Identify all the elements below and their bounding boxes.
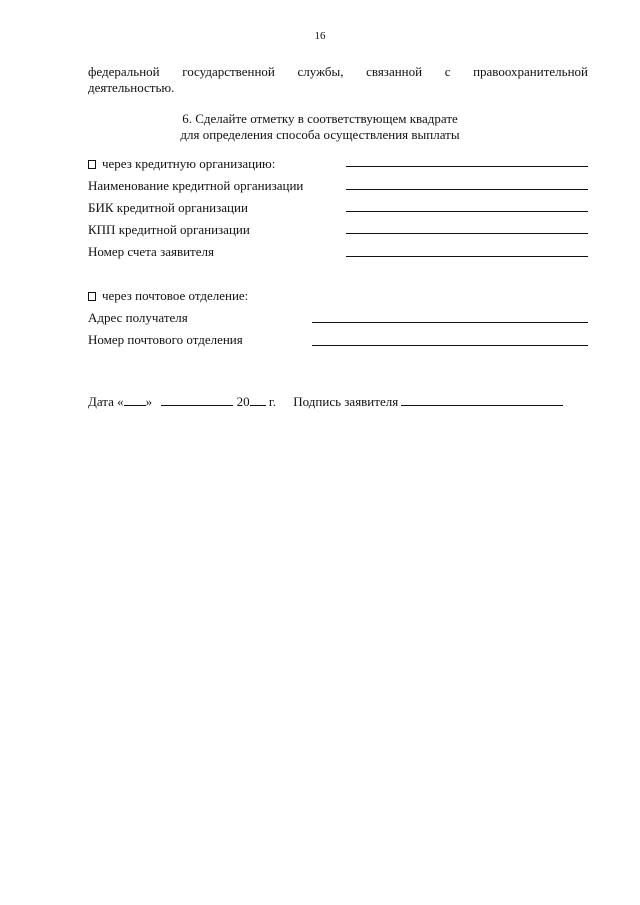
account-number-label: Номер счета заявителя: [88, 244, 214, 259]
date-month-field[interactable]: [161, 394, 233, 406]
signature-label: Подпись заявителя: [293, 394, 399, 409]
kpp-field[interactable]: [346, 233, 588, 234]
year-prefix: 20: [236, 394, 250, 409]
year-suffix: г.: [268, 394, 277, 409]
post-option-label: через почтовое отделение:: [102, 288, 249, 303]
date-day-field[interactable]: [124, 394, 146, 406]
recipient-address-field[interactable]: [312, 322, 588, 323]
kpp-label: КПП кредитной организации: [88, 222, 250, 237]
page-number: 16: [314, 30, 326, 42]
account-number-field[interactable]: [346, 256, 588, 257]
signature-field[interactable]: [401, 394, 563, 406]
date-quote-close: »: [145, 394, 153, 409]
date-year-field[interactable]: [250, 394, 266, 406]
intro-line-1: федеральной государственной службы, связанной с правоохранительной: [88, 64, 588, 79]
date-label: Дата «: [88, 394, 124, 409]
bank-option: [88, 156, 275, 172]
date-signature-row: [88, 394, 590, 410]
bank-name-label: Наименование кредитной организации: [88, 178, 304, 193]
section-heading-line-1: 6. Сделайте отметку в соответствующем квадрате: [182, 111, 458, 126]
bank-option-label: через кредитную организацию:: [102, 156, 276, 171]
post-option-checkbox[interactable]: [88, 292, 96, 301]
bank-name-field[interactable]: [346, 189, 588, 190]
post-office-number-field[interactable]: [312, 345, 588, 346]
post-option: [88, 288, 248, 304]
intro-line-2: деятельностью.: [88, 80, 175, 95]
bik-label: БИК кредитной организации: [88, 200, 248, 215]
bik-field[interactable]: [346, 211, 588, 212]
bank-option-fill-line[interactable]: [346, 166, 588, 167]
section-heading-line-2: для определения способа осуществления выплаты: [180, 127, 460, 142]
bank-option-checkbox[interactable]: [88, 160, 96, 169]
post-office-number-label: Номер почтового отделения: [88, 332, 243, 347]
recipient-address-label: Адрес получателя: [88, 310, 188, 325]
